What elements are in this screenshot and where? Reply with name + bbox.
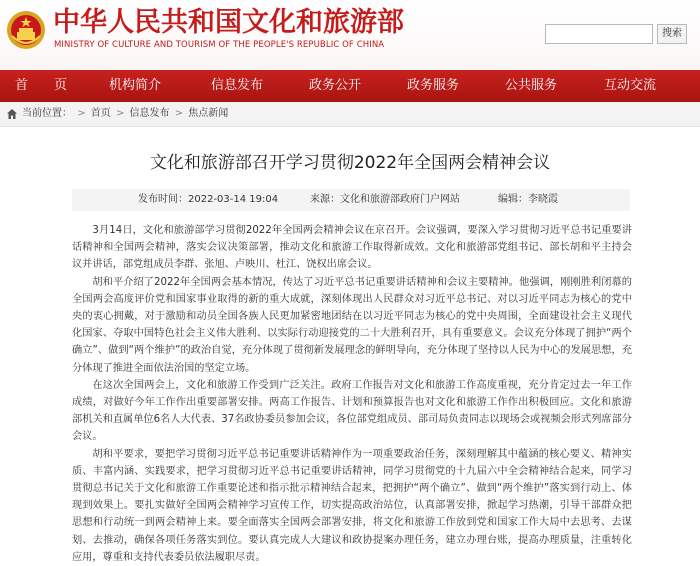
nav-gov-services[interactable]: 政务服务	[406, 78, 459, 93]
article-body	[72, 222, 632, 566]
home-icon	[6, 108, 18, 120]
breadcrumb-news[interactable]: 信息发布	[129, 108, 170, 119]
article-paragraph: 3月14日，文化和旅游部学习贯彻2022年全国两会精神会议在京召开。会议强调，要深入学习贯彻习近平总书记重要讲话精神和全国两会精神，落实会议决策部署，推动文化和旅游工作取得新成效。文化和旅游部党组书记、部长胡和平主持会议并讲话，部党组成员李群、张旭、卢映川、杜江、饶权出席会议。	[72, 225, 632, 271]
article-paragraph: 胡和平介绍了2022年全国两会基本情况，传达了习近平总书记重要讲话精神和会议主要精神。他强调，刚刚胜利闭幕的全国两会高度评价党和国家事业取得的新的重大成就，深刻体现出人民群众对习近平总书记、对以习近平同志为核心的党中央的衷心拥戴，对于激励和动员全国各族人民更加紧密地团结在以习近平同志为核心的党中央周围，全面建设社会主义现代化国家、夺取中国特色社会主义伟大胜利、以实际行动迎接党的二十大胜利召开，具有重要意义。会议充分体现了拥护“两个确立”、做到“两个维护”的政治自觉，充分体现了贯彻新发展理念的鲜明导向，充分体现了坚持以人民为中心的发展思想，充分体现了推进全面依法治国的坚定立场。	[72, 276, 632, 374]
breadcrumb-focus-news[interactable]: 焦点新闻	[188, 108, 229, 119]
breadcrumb-separator: >	[174, 108, 184, 119]
site-subtitle: MINISTRY OF CULTURE AND TOURISM OF THE PEOPLE'S REPUBLIC OF CHINA	[54, 40, 385, 50]
nav-public-services[interactable]: 公共服务	[504, 78, 557, 93]
national-emblem-icon	[6, 10, 46, 50]
breadcrumb	[0, 102, 700, 127]
breadcrumb-separator: >	[115, 108, 125, 119]
search-button[interactable]: 搜索	[657, 24, 687, 44]
article-source: 来源：文化和旅游部政府门户网站	[310, 194, 460, 205]
nav-news[interactable]: 信息发布	[210, 78, 263, 93]
breadcrumb-label: 当前位置：	[22, 108, 72, 119]
article-meta	[72, 189, 630, 211]
breadcrumb-separator: >	[77, 108, 86, 119]
publish-date: 发布时间：2022-03-14 19:04	[138, 194, 279, 205]
site-title: 中华人民共和国文化和旅游部	[53, 7, 404, 38]
article-title: 文化和旅游部召开学习贯彻2022年全国两会精神会议	[149, 153, 551, 173]
breadcrumb-home[interactable]: 首页	[90, 108, 111, 119]
nav-home[interactable]: 首 页	[14, 78, 67, 93]
site-header	[0, 0, 700, 70]
main-nav	[0, 70, 700, 102]
article-paragraph: 胡和平要求，要把学习贯彻习近平总书记重要讲话精神作为一项重要政治任务，深刻理解其中蕴涵的核心要义、精神实质、丰富内涵、实践要求，把学习贯彻习近平总书记重要讲话精神，同学习贯彻党的十九届六中全会精神结合起来，同学习贯彻总书记关于文化和旅游工作重要论述和指示批示精神结合起来，把拥护“两个确立”、做到“两个维护”落实到行动上、体现到效果上。要扎实做好全国两会精神学习宣传工作，切实提高政治站位，认真部署安排，掀起学习热潮，引导干部群众把思想和行动统一到两会精神上来。要全面落实全国两会部署安排，将文化和旅游工作放到党和国家工作大局中去思考、去谋划、去推动，确保各项任务落实到位。要认真完成人大建议和政协提案办理任务，建立办理台账，提高办理质量，注重转化应用，尊重和支持代表委员依法履职尽责。	[72, 448, 632, 563]
search-input[interactable]	[545, 24, 653, 44]
article-paragraph: 在这次全国两会上，文化和旅游工作受到广泛关注。政府工作报告对文化和旅游工作高度重视，充分肯定过去一年工作成绩，对做好今年工作作出重要部署安排。两高工作报告、计划和预算报告也对文化和旅游工作作出积极回应。文化和旅游部机关和直属单位6名人大代表、37名政协委员参加会议，各位部党组成员、部司局负责同志以现场会或视频会形式列席部分会议。	[72, 379, 632, 443]
article-editor: 编辑：李晓霞	[498, 194, 558, 205]
nav-about[interactable]: 机构简介	[108, 78, 161, 93]
nav-gov-affairs[interactable]: 政务公开	[308, 78, 361, 93]
nav-interaction[interactable]: 互动交流	[603, 78, 656, 93]
